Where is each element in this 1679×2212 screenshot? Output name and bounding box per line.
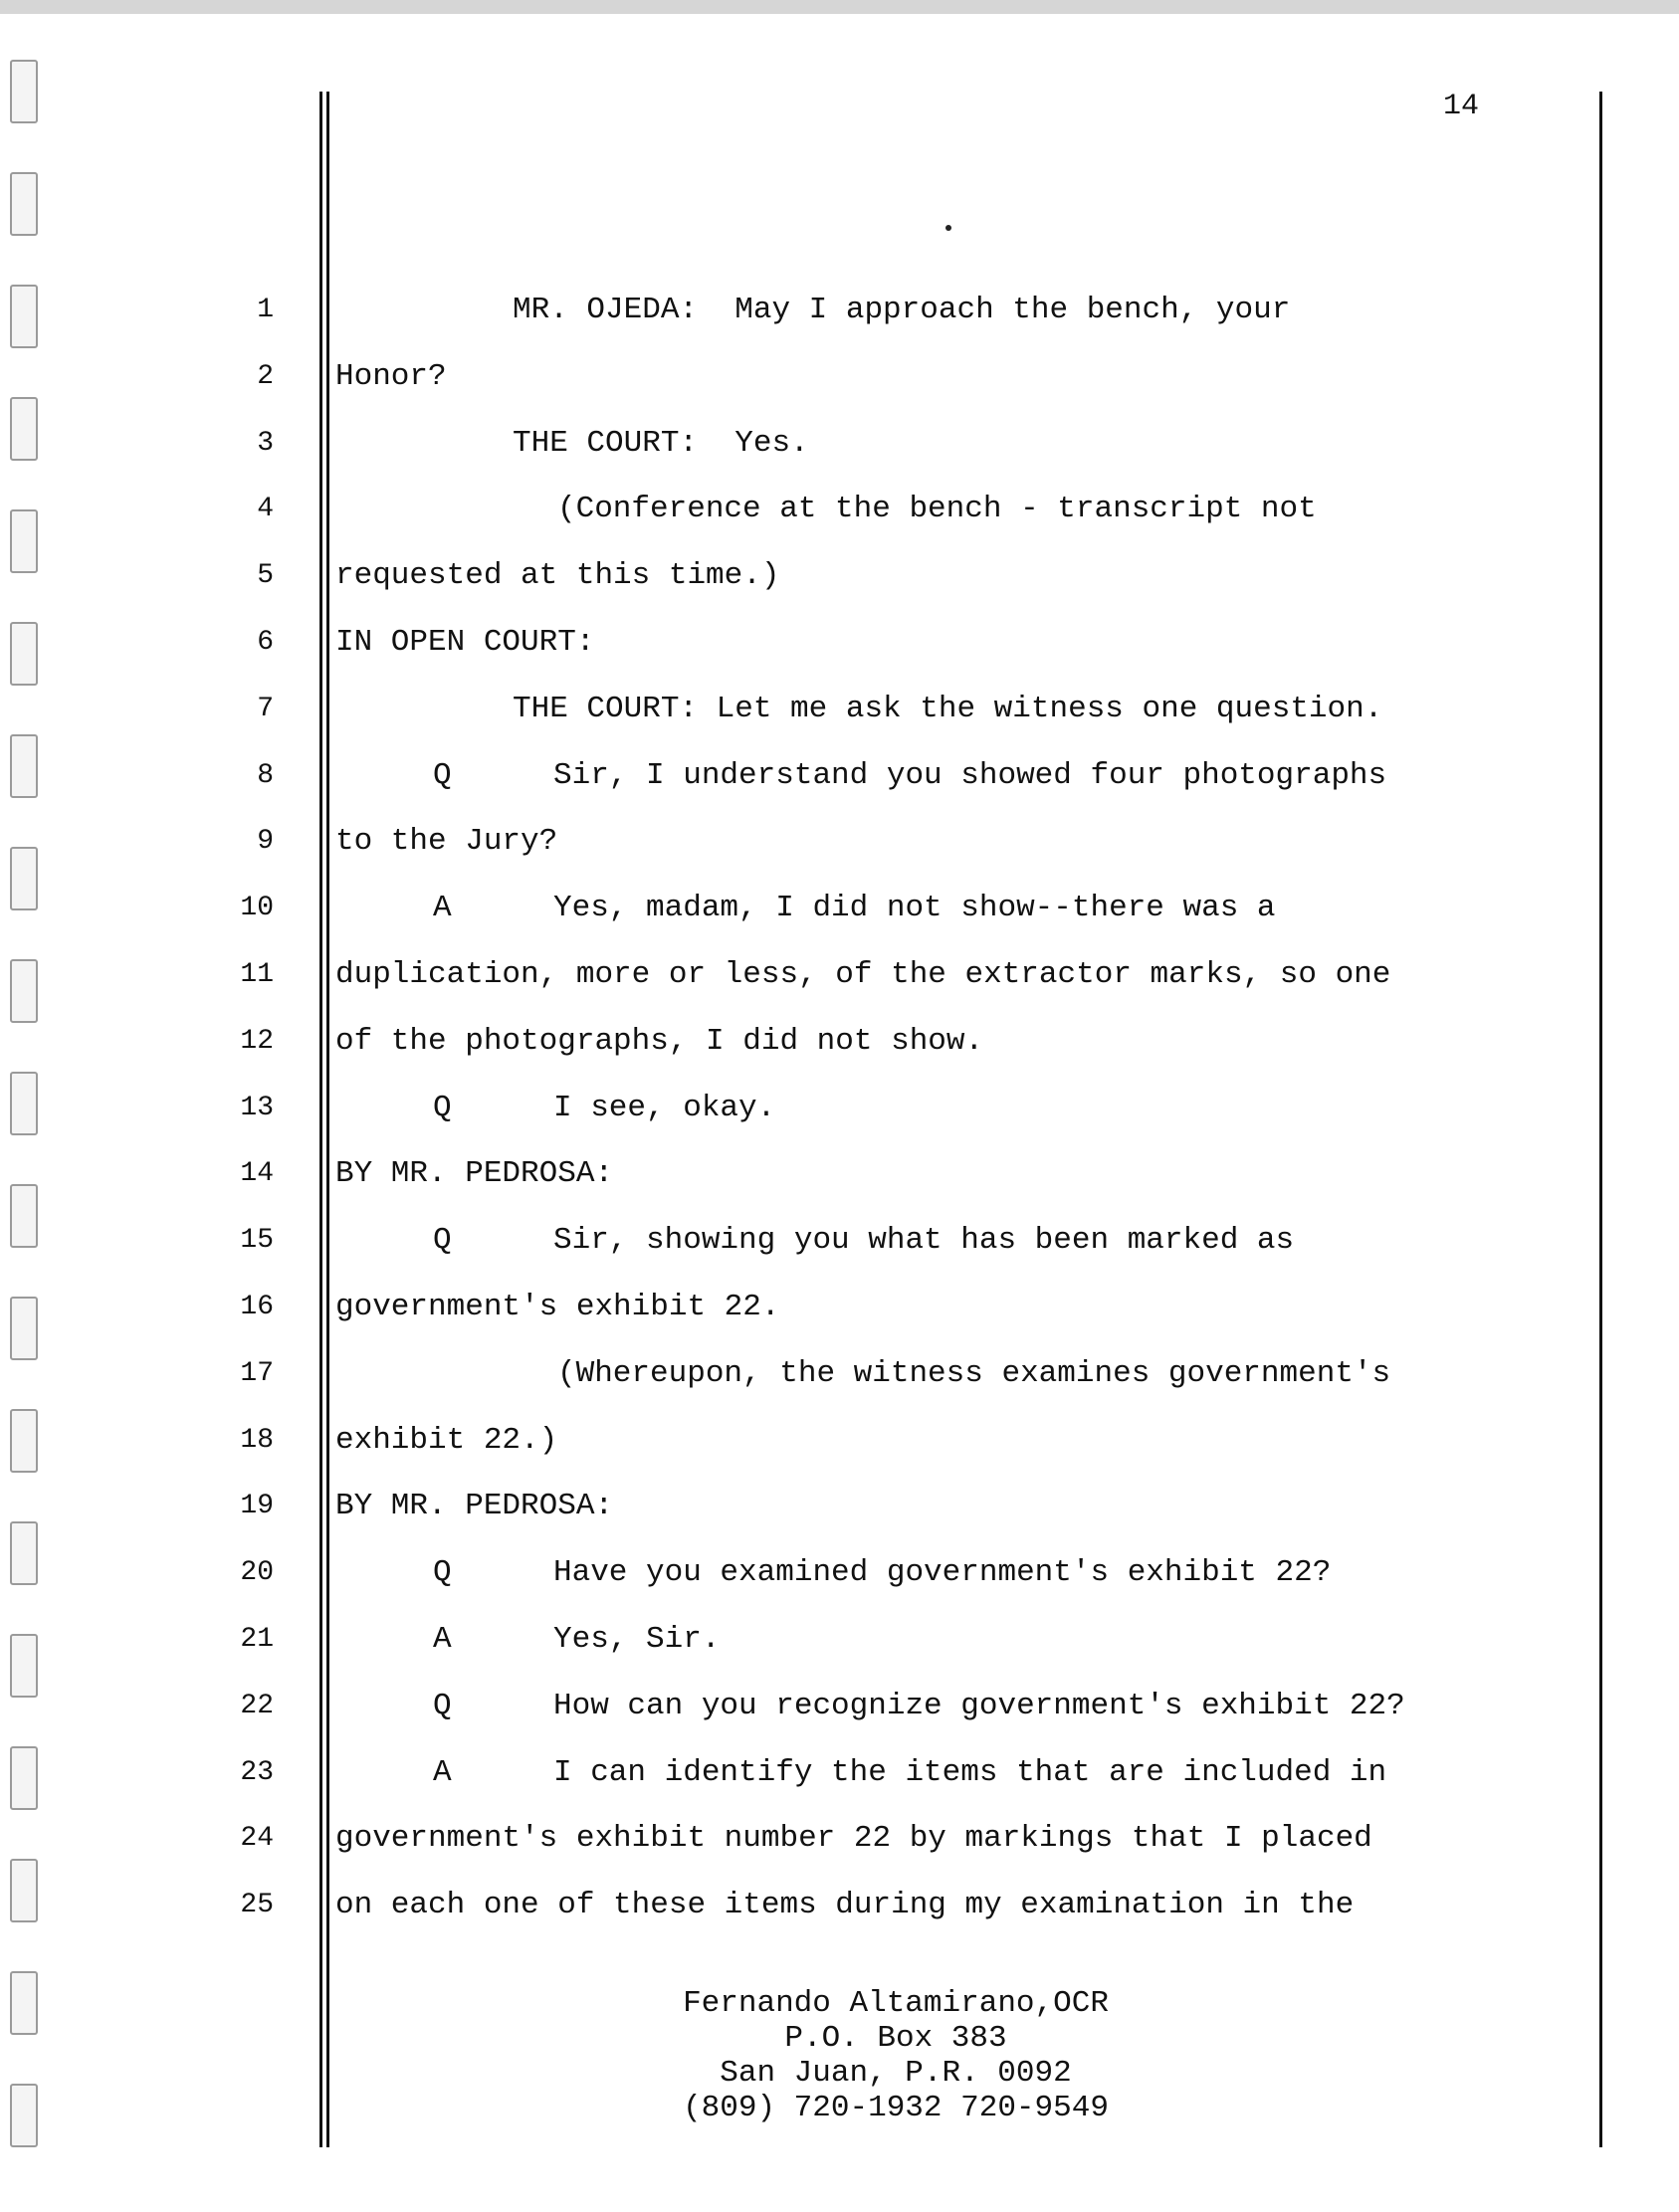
- line-text: MR. OJEDA: May I approach the bench, your: [513, 293, 1291, 327]
- page-number: 14: [1443, 90, 1480, 123]
- line-number: 2: [257, 361, 274, 392]
- line-text: I can identify the items that are included in: [553, 1755, 1387, 1790]
- stray-mark: [945, 225, 951, 231]
- line-text: to the Jury?: [335, 824, 558, 859]
- line-text: THE COURT: Yes.: [513, 426, 809, 461]
- transcript-line: [0, 1819, 1679, 1859]
- transcript-line: [0, 424, 1679, 464]
- reporter-address-line-2: San Juan, P.R. 0092: [720, 2056, 1072, 2091]
- line-text: requested at this time.): [335, 558, 780, 593]
- speaker-label: Q: [433, 1223, 452, 1258]
- line-number: 12: [240, 1026, 274, 1057]
- line-number: 13: [240, 1093, 274, 1123]
- transcript-line: [0, 1288, 1679, 1327]
- line-number: 20: [240, 1557, 274, 1588]
- line-text: THE COURT: Let me ask the witness one question.: [513, 692, 1383, 726]
- line-text: government's exhibit 22.: [335, 1290, 780, 1324]
- line-number: 22: [240, 1691, 274, 1721]
- line-text: on each one of these items during my examination in the: [335, 1888, 1355, 1922]
- speaker-label: A: [433, 891, 452, 925]
- line-number: 8: [257, 760, 274, 791]
- line-number: 14: [240, 1158, 274, 1189]
- line-text: BY MR. PEDROSA:: [335, 1156, 614, 1191]
- speaker-label: A: [433, 1622, 452, 1657]
- speaker-label: Q: [433, 1091, 452, 1125]
- transcript-line: [0, 1687, 1679, 1726]
- line-number: 7: [257, 694, 274, 724]
- line-text: duplication, more or less, of the extractor marks, so one: [335, 957, 1391, 992]
- line-number: 11: [240, 959, 274, 990]
- line-text: exhibit 22.): [335, 1423, 558, 1458]
- transcript-line: [0, 889, 1679, 928]
- line-text: government's exhibit number 22 by markings that I placed: [335, 1821, 1372, 1856]
- line-text: Sir, I understand you showed four photographs: [553, 758, 1387, 793]
- line-number: 9: [257, 826, 274, 857]
- line-text: Yes, madam, I did not show--there was a: [553, 891, 1276, 925]
- transcript-line: [0, 556, 1679, 596]
- line-text: Yes, Sir.: [553, 1622, 721, 1657]
- line-number: 24: [240, 1823, 274, 1854]
- line-text: (Whereupon, the witness examines government's: [557, 1356, 1391, 1391]
- reporter-address-line-1: P.O. Box 383: [784, 2021, 1007, 2056]
- line-number: 18: [240, 1425, 274, 1456]
- line-number: 15: [240, 1225, 274, 1256]
- line-number: 10: [240, 893, 274, 923]
- line-text: Have you examined government's exhibit 22?: [553, 1555, 1332, 1590]
- transcript-line: [0, 1553, 1679, 1593]
- transcript-line: [0, 1620, 1679, 1660]
- speaker-label: Q: [433, 758, 452, 793]
- transcript-line: [0, 623, 1679, 663]
- transcript-line: [0, 1089, 1679, 1128]
- line-number: 16: [240, 1292, 274, 1322]
- line-number: 4: [257, 494, 274, 524]
- line-number: 3: [257, 428, 274, 459]
- reporter-footer: [557, 1986, 1234, 2125]
- line-number: 19: [240, 1491, 274, 1521]
- transcript-line: [0, 1354, 1679, 1394]
- binder-hole: [10, 1971, 38, 2035]
- speaker-label: Q: [433, 1689, 452, 1723]
- line-text: IN OPEN COURT:: [335, 625, 595, 660]
- line-number: 1: [257, 295, 274, 325]
- line-text: BY MR. PEDROSA:: [335, 1489, 614, 1523]
- transcript-line: [0, 756, 1679, 796]
- line-text: (Conference at the bench - transcript not: [557, 492, 1317, 526]
- line-text: Honor?: [335, 359, 447, 394]
- speaker-label: Q: [433, 1555, 452, 1590]
- transcript-line: [0, 490, 1679, 529]
- line-number: 23: [240, 1757, 274, 1788]
- scan-top-edge: [0, 0, 1679, 14]
- transcript-line: [0, 690, 1679, 729]
- transcript-line: [0, 1886, 1679, 1925]
- line-text: Sir, showing you what has been marked as: [553, 1223, 1295, 1258]
- line-text: How can you recognize government's exhibit 22?: [553, 1689, 1405, 1723]
- line-text: I see, okay.: [553, 1091, 776, 1125]
- speaker-label: A: [433, 1755, 452, 1790]
- transcript-line: [0, 1221, 1679, 1261]
- line-text: of the photographs, I did not show.: [335, 1024, 984, 1059]
- binder-hole: [10, 2084, 38, 2147]
- transcript-line: [0, 291, 1679, 330]
- transcript-line: [0, 357, 1679, 397]
- line-number: 5: [257, 560, 274, 591]
- binder-hole: [10, 172, 38, 236]
- transcript-line: [0, 955, 1679, 995]
- reporter-name: Fernando Altamirano,OCR: [683, 1986, 1109, 2021]
- line-number: 17: [240, 1358, 274, 1389]
- transcript-line: [0, 1154, 1679, 1194]
- transcript-line: [0, 1487, 1679, 1526]
- reporter-phone: (809) 720-1932 720-9549: [683, 2091, 1109, 2125]
- line-number: 25: [240, 1890, 274, 1920]
- transcript-line: [0, 1421, 1679, 1461]
- binder-hole: [10, 60, 38, 123]
- transcript-line: [0, 822, 1679, 862]
- line-number: 21: [240, 1624, 274, 1655]
- transcript-line: [0, 1753, 1679, 1793]
- line-number: 6: [257, 627, 274, 658]
- transcript-line: [0, 1022, 1679, 1062]
